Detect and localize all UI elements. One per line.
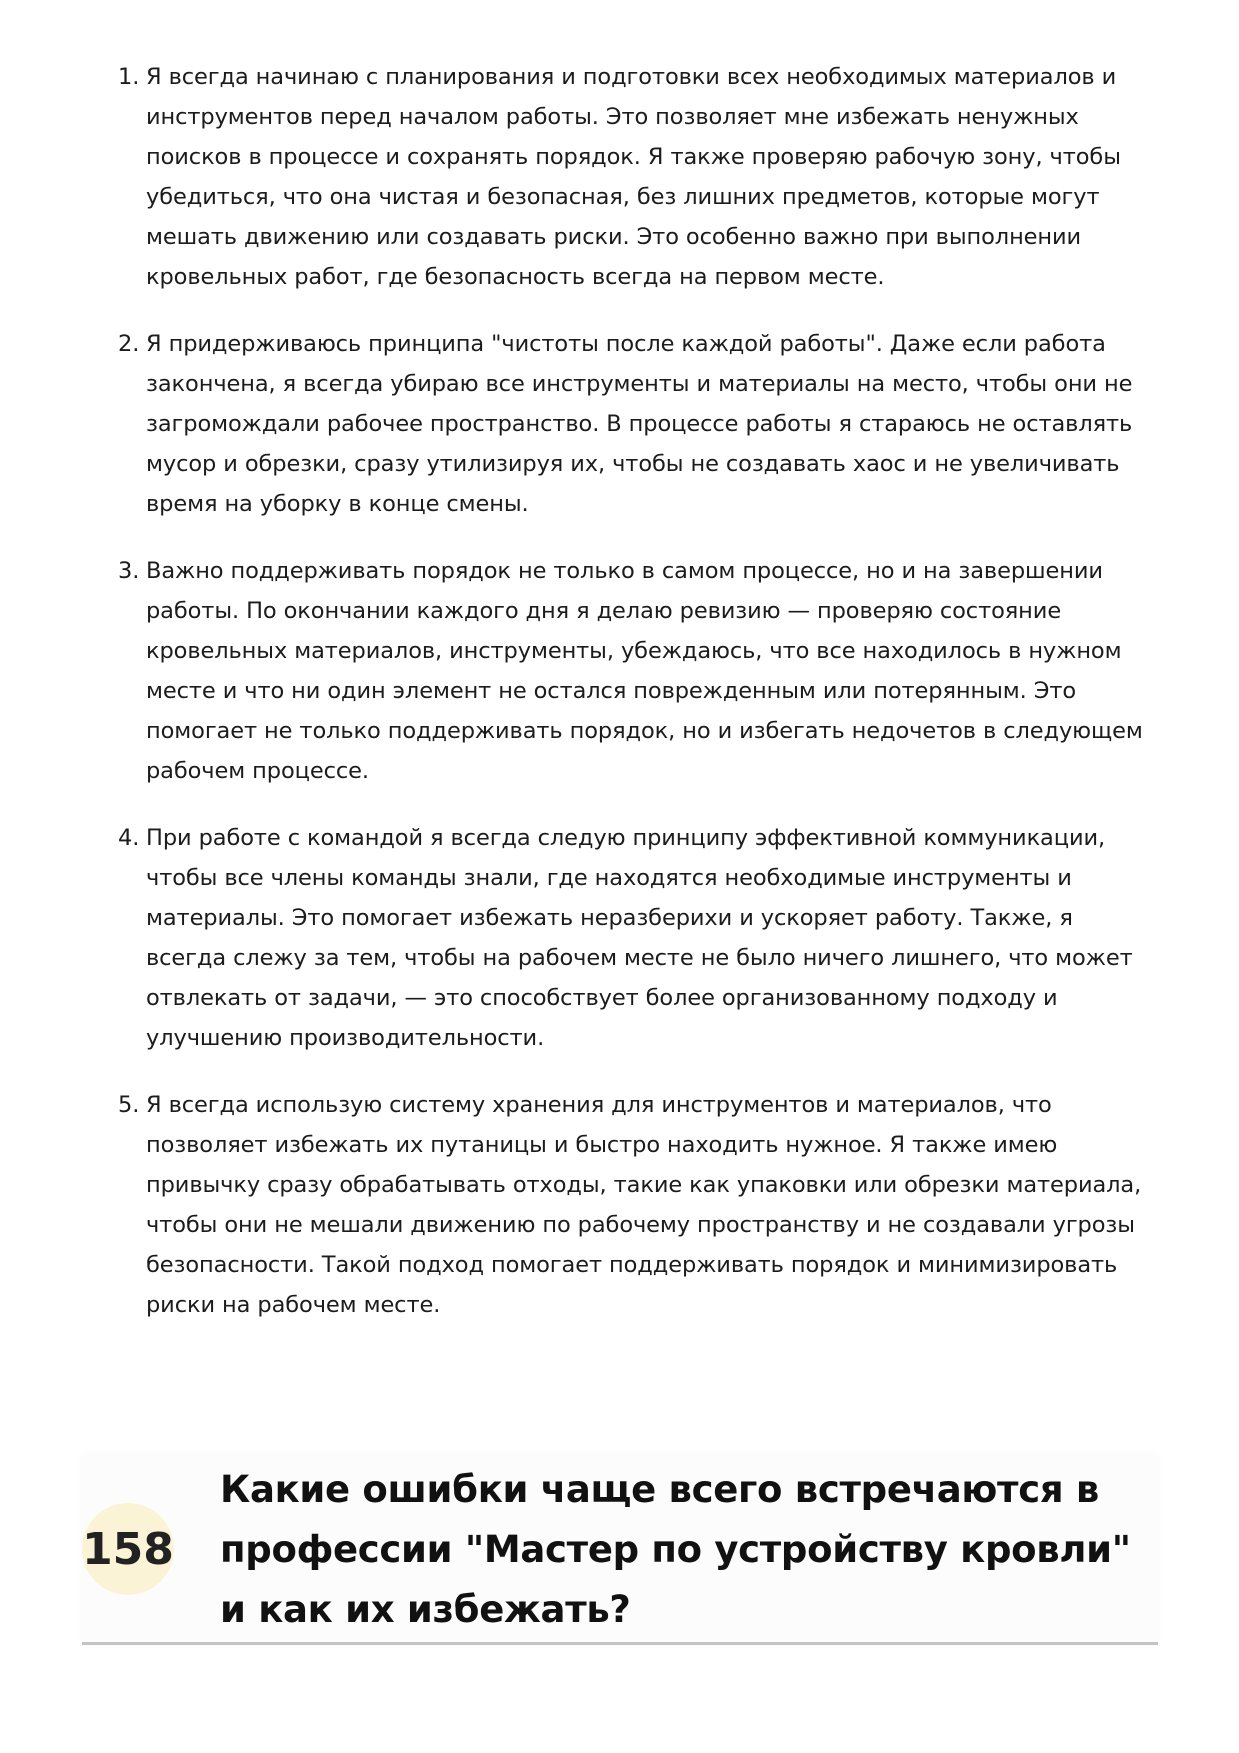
question-number-badge: 158 xyxy=(82,1503,174,1595)
answer-number: 4. xyxy=(118,825,140,851)
answer-item-2 xyxy=(118,324,1158,524)
answer-item-3 xyxy=(118,551,1158,791)
answer-item-1 xyxy=(118,57,1158,297)
answer-number: 5. xyxy=(118,1092,140,1118)
answer-item-5 xyxy=(118,1085,1158,1325)
answer-number: 3. xyxy=(118,558,140,584)
question-title: Какие ошибки чаще всего встречаются в профессии "Мастер по устройству кровли" и как их избежать? xyxy=(220,1468,1131,1631)
answer-item-4 xyxy=(118,818,1158,1058)
answer-text: Я всегда начинаю с планирования и подготовки всех необходимых материалов и инструментов перед началом работы. Это позволяет мне избежать ненужных поисков в процессе и сохранять порядок. Я также проверяю рабочую зону, чтобы убедиться, что она чистая и безопасная, без лишних предметов, которые могут мешать движению или создавать риски. Это особенно важно при выполнении кровельных работ, где безопасность всегда на первом месте. xyxy=(146,64,1121,290)
answer-text: Я всегда использую систему хранения для инструментов и материалов, что позволяет избежать их путаницы и быстро находить нужное. Я также имею привычку сразу обрабатывать отходы, такие как упаковки или обрезки материала, чтобы они не мешали движению по рабочему пространству и не создавали угрозы безопасности. Такой подход помогает поддерживать порядок и минимизировать риски на рабочем месте. xyxy=(146,1092,1142,1318)
answer-number: 2. xyxy=(118,331,140,357)
answer-text: Важно поддерживать порядок не только в самом процессе, но и на завершении работы. По окончании каждого дня я делаю ревизию — проверяю состояние кровельных материалов, инструменты, убеждаюсь, что все находилось в нужном месте и что ни один элемент не остался поврежденным или потерянным. Это помогает не только поддерживать порядок, но и избегать недочетов в следующем рабочем процессе. xyxy=(146,558,1143,784)
answer-list xyxy=(118,57,1158,1352)
question-card xyxy=(82,1453,1158,1645)
answer-text: Я придерживаюсь принципа "чистоты после каждой работы". Даже если работа закончена, я всегда убираю все инструменты и материалы на место, чтобы они не загромождали рабочее пространство. В процессе работы я стараюсь не оставлять мусор и обрезки, сразу утилизируя их, чтобы не создавать хаос и не увеличивать время на уборку в конце смены. xyxy=(146,331,1133,517)
answer-number: 1. xyxy=(118,64,140,90)
answer-text: При работе с командой я всегда следую принципу эффективной коммуникации, чтобы все члены команды знали, где находятся необходимые инструменты и материалы. Это помогает избежать неразберихи и ускоряет работу. Также, я всегда слежу за тем, чтобы на рабочем месте не было ничего лишнего, что может отвлекать от задачи, — это способствует более организованному подходу и улучшению производительности. xyxy=(146,825,1133,1051)
